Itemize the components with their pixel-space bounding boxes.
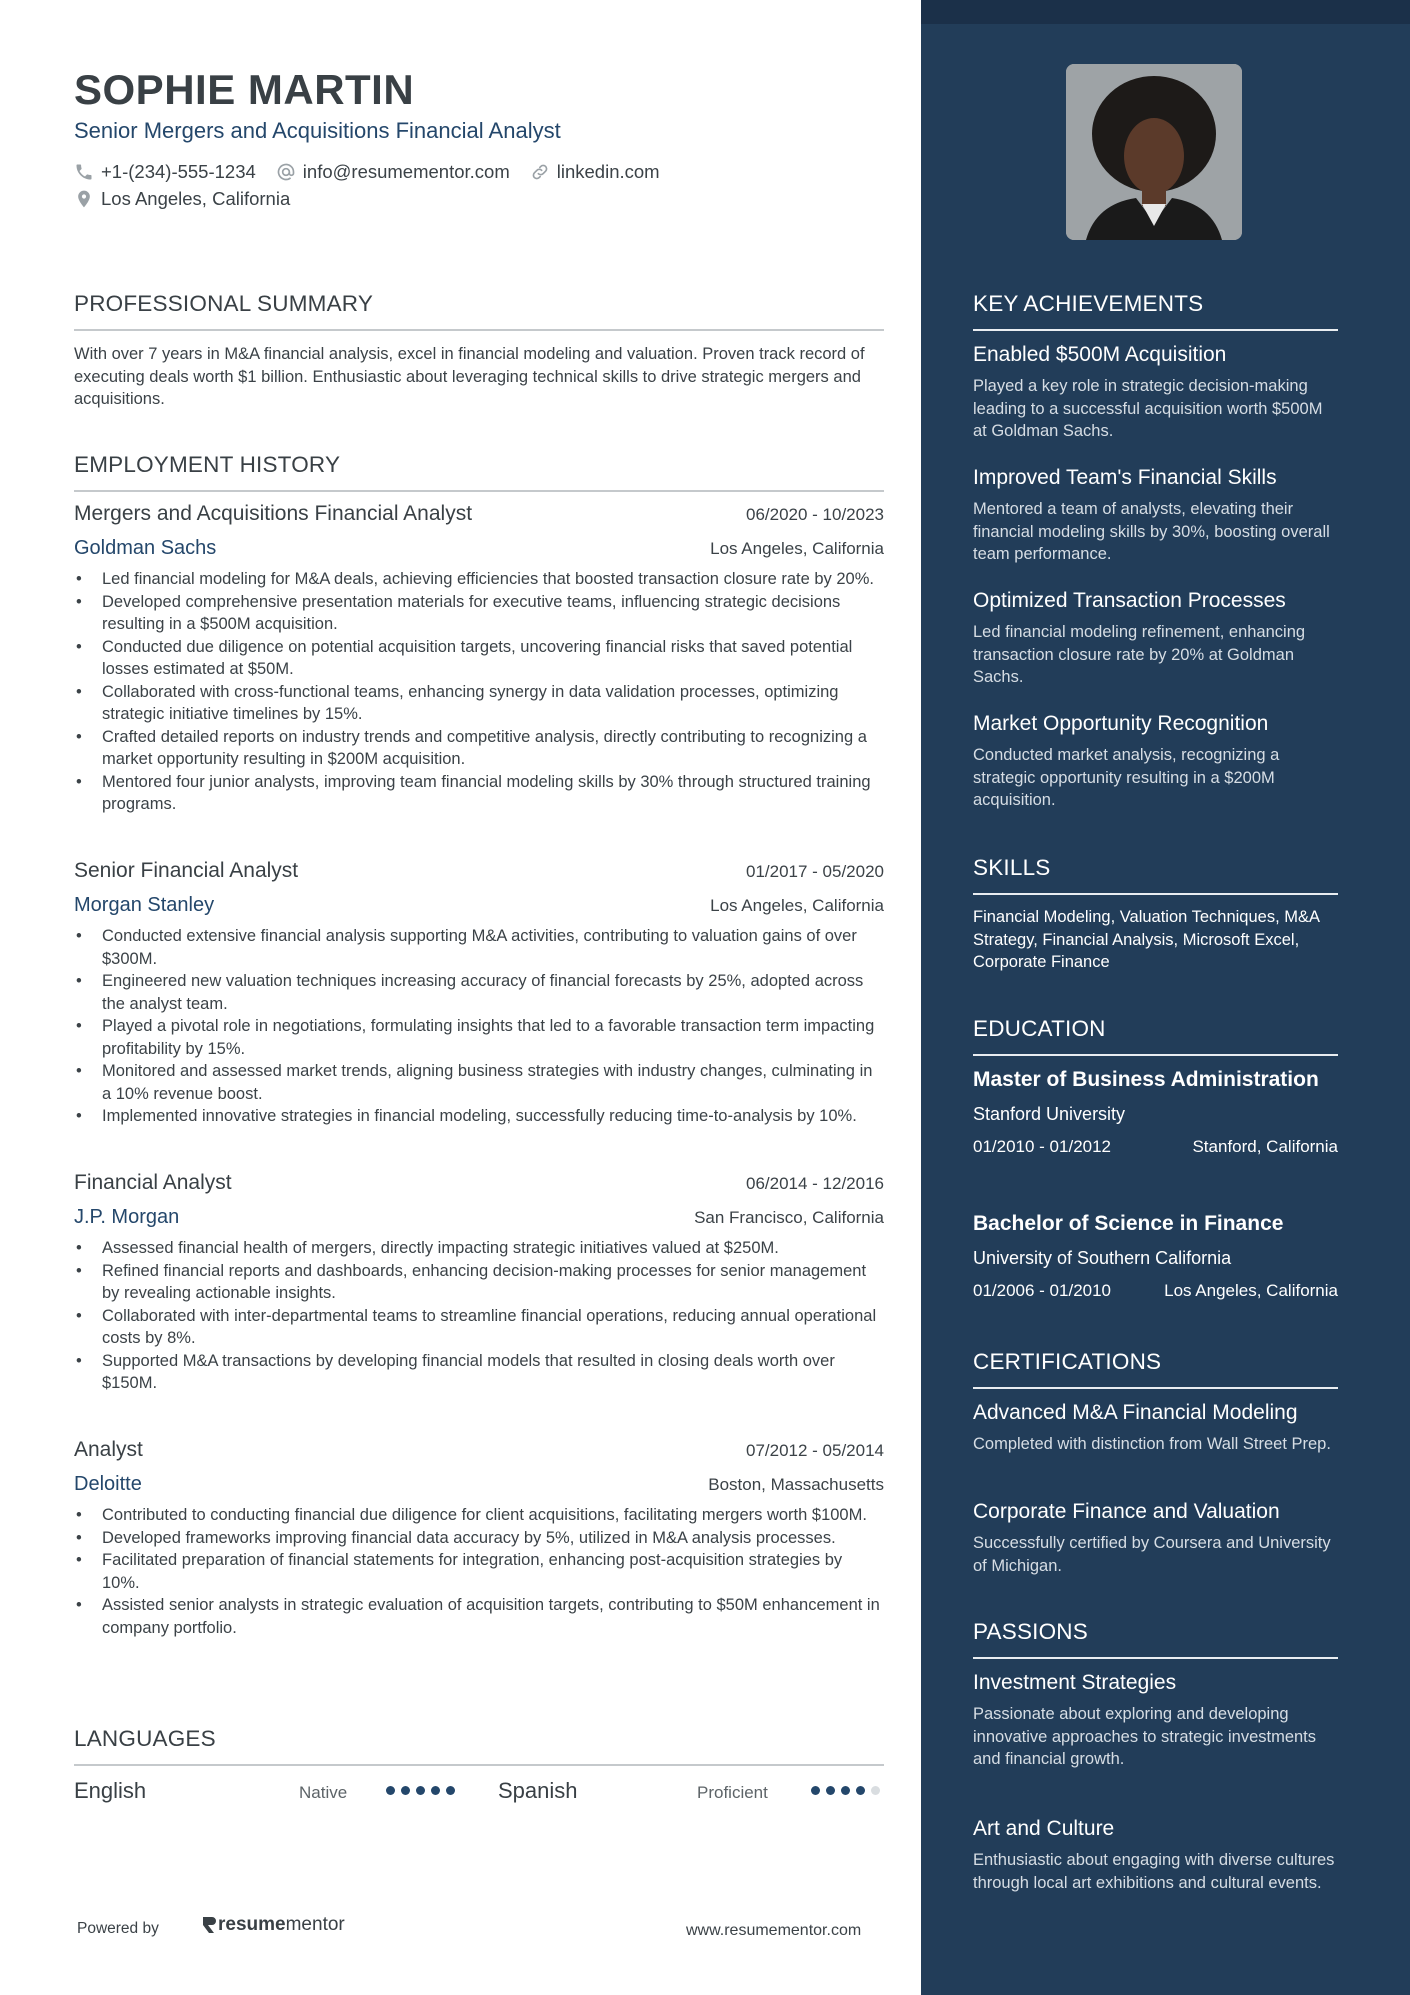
bullet-item: • Developed comprehensive presentation materials for executive teams, influencing strategic decisions resulting in a $500M acquisition. bbox=[74, 591, 884, 636]
rating-dot bbox=[386, 1786, 395, 1795]
phone-text: +1-(234)-555-1234 bbox=[101, 161, 256, 182]
job-company: Goldman Sachs bbox=[74, 537, 217, 559]
passion-item bbox=[973, 1669, 1338, 1771]
rating-dot bbox=[401, 1786, 410, 1795]
footer-url[interactable]: www.resumementor.com bbox=[686, 1922, 862, 1939]
rating-dot bbox=[871, 1786, 880, 1795]
achievement-title: Market Opportunity Recognition bbox=[973, 712, 1269, 735]
sidebar-column bbox=[921, 0, 1410, 1995]
languages-heading: LANGUAGES bbox=[74, 1726, 216, 1751]
phone-contact bbox=[74, 161, 256, 183]
education-heading: EDUCATION bbox=[973, 1016, 1106, 1041]
summary-text: With over 7 years in M&A financial analysis, excel in financial modeling and valuation. Proven track record of executing deals worth $1 billion. Enthusiastic about leveraging technical skills to drive strategic mergers and acquisitions. bbox=[74, 345, 865, 408]
job-entry bbox=[74, 502, 884, 816]
language-level: Native bbox=[299, 1783, 348, 1802]
logo-text-bold: resume bbox=[218, 1914, 286, 1935]
bullet-item: • Conducted extensive financial analysis supporting M&A activities, contributing to valuation gains of over $300M. bbox=[74, 925, 884, 970]
achievement-title: Improved Team's Financial Skills bbox=[973, 466, 1277, 489]
bullet-item: • Developed frameworks improving financial data accuracy by 5%, utilized in M&A analysis processes. bbox=[74, 1527, 884, 1550]
email-text[interactable]: info@resumementor.com bbox=[302, 161, 510, 182]
education-school: Stanford University bbox=[973, 1104, 1126, 1124]
achievements-heading: KEY ACHIEVEMENTS bbox=[973, 291, 1204, 316]
profile-photo bbox=[1066, 64, 1242, 240]
bullet-item: • Collaborated with inter-departmental teams to streamline financial operations, reducing annual operational costs by 8%. bbox=[74, 1305, 884, 1350]
job-bullets bbox=[74, 925, 884, 1128]
email-contact[interactable] bbox=[276, 161, 510, 183]
education-degree: Master of Business Administration bbox=[973, 1068, 1319, 1091]
location-row bbox=[74, 188, 310, 210]
achievements-divider bbox=[973, 329, 1338, 331]
job-entry bbox=[74, 1171, 884, 1395]
rating-dot bbox=[841, 1786, 850, 1795]
bullet-item: • Crafted detailed reports on industry trends and competitive analysis, directly contributing to recognizing a market opportunity resulting in $200M acquisition. bbox=[74, 726, 884, 771]
bullet-item: • Mentored four junior analysts, improving team financial modeling skills by 30% through structured training programs. bbox=[74, 771, 884, 816]
candidate-title: Senior Mergers and Acquisitions Financial Analyst bbox=[74, 118, 561, 143]
achievement-title: Enabled $500M Acquisition bbox=[973, 343, 1227, 366]
portrait-illustration bbox=[1066, 64, 1242, 240]
bullet-item: • Engineered new valuation techniques increasing accuracy of financial forecasts by 25%, adopted across the analyst team. bbox=[74, 970, 884, 1015]
job-location: Los Angeles, California bbox=[710, 896, 884, 915]
bullet-item: • Monitored and assessed market trends, aligning business strategies with industry changes, culminating in a 10% revenue boost. bbox=[74, 1060, 884, 1105]
bullet-item: • Facilitated preparation of financial statements for integration, enhancing post-acquisition strategies by 10%. bbox=[74, 1549, 884, 1594]
bullet-item: • Played a pivotal role in negotiations, formulating insights that led to a favorable transaction term impacting profitability by 15%. bbox=[74, 1015, 884, 1060]
at-icon bbox=[276, 162, 296, 182]
passion-title: Art and Culture bbox=[973, 1817, 1115, 1840]
resumementor-logo-icon bbox=[200, 1915, 218, 1935]
bullet-item: • Assessed financial health of mergers, directly impacting strategic initiatives valued at $250M. bbox=[74, 1237, 884, 1260]
job-dates: 07/2012 - 05/2014 bbox=[745, 1441, 884, 1460]
linkedin-contact[interactable] bbox=[530, 161, 660, 183]
skills-text: Financial Modeling, Valuation Techniques, M&A Strategy, Financial Analysis, Microsoft Excel, Corporate Finance bbox=[973, 908, 1320, 971]
powered-by-text: Powered by bbox=[77, 1920, 159, 1937]
achievement-desc: Played a key role in strategic decision-making leading to a successful acquisition worth $500M at Goldman Sachs. bbox=[973, 377, 1323, 440]
rating-dot bbox=[416, 1786, 425, 1795]
education-item bbox=[973, 1066, 1338, 1157]
certification-item bbox=[973, 1498, 1338, 1577]
education-item bbox=[973, 1210, 1338, 1301]
location-contact bbox=[74, 188, 290, 210]
job-title: Mergers and Acquisitions Financial Analyst bbox=[74, 502, 473, 525]
job-company: Deloitte bbox=[74, 1473, 142, 1495]
linkedin-text[interactable]: linkedin.com bbox=[556, 161, 660, 182]
rating-dot bbox=[856, 1786, 865, 1795]
bullet-item: • Conducted due diligence on potential acquisition targets, uncovering financial risks that saved potential losses estimated at $50M. bbox=[74, 636, 884, 681]
achievement-item bbox=[973, 710, 1338, 812]
languages-divider bbox=[74, 1764, 884, 1766]
education-location: Los Angeles, California bbox=[1164, 1281, 1338, 1300]
employment-divider bbox=[74, 490, 884, 492]
achievement-item bbox=[973, 464, 1338, 566]
language-name: Spanish bbox=[498, 1778, 578, 1803]
job-entry bbox=[74, 1438, 884, 1639]
summary-divider bbox=[74, 329, 884, 331]
job-bullets bbox=[74, 1237, 884, 1395]
skills-divider bbox=[973, 893, 1338, 895]
job-dates: 06/2014 - 12/2016 bbox=[745, 1174, 884, 1193]
education-degree: Bachelor of Science in Finance bbox=[973, 1212, 1284, 1235]
certification-desc: Completed with distinction from Wall Street Prep. bbox=[973, 1435, 1331, 1453]
languages-row bbox=[74, 1778, 884, 1808]
resumementor-logo[interactable] bbox=[200, 1914, 345, 1936]
phone-icon bbox=[74, 162, 94, 182]
summary-heading: PROFESSIONAL SUMMARY bbox=[74, 291, 374, 316]
job-title: Senior Financial Analyst bbox=[74, 859, 299, 882]
job-bullets bbox=[74, 1504, 884, 1639]
location-pin-icon bbox=[74, 189, 94, 209]
candidate-name: SOPHIE MARTIN bbox=[74, 66, 415, 113]
location-text: Los Angeles, California bbox=[101, 188, 291, 209]
employment-heading: EMPLOYMENT HISTORY bbox=[74, 452, 341, 477]
bullet-item: • Contributed to conducting financial due diligence for client acquisitions, facilitating mergers worth $100M. bbox=[74, 1504, 884, 1527]
achievement-title: Optimized Transaction Processes bbox=[973, 589, 1286, 612]
certification-title: Corporate Finance and Valuation bbox=[973, 1500, 1280, 1523]
rating-dot bbox=[826, 1786, 835, 1795]
rating-dot bbox=[446, 1786, 455, 1795]
education-location: Stanford, California bbox=[1192, 1137, 1338, 1156]
certifications-divider bbox=[973, 1387, 1338, 1389]
job-location: San Francisco, California bbox=[694, 1208, 884, 1227]
sidebar-top-band bbox=[921, 0, 1410, 24]
job-dates: 06/2020 - 10/2023 bbox=[745, 505, 884, 524]
achievement-desc: Conducted market analysis, recognizing a strategic opportunity resulting in a $200M acquisition. bbox=[973, 746, 1280, 809]
rating-dot bbox=[811, 1786, 820, 1795]
bullet-item: • Led financial modeling for M&A deals, achieving efficiencies that boosted transaction closure rate by 20%. bbox=[74, 568, 884, 591]
link-icon bbox=[530, 162, 550, 182]
job-company: J.P. Morgan bbox=[74, 1206, 180, 1228]
passion-title: Investment Strategies bbox=[973, 1671, 1177, 1694]
bullet-item: • Assisted senior analysts in strategic evaluation of acquisition targets, contributing to $50M enhancement in company portfolio. bbox=[74, 1594, 884, 1639]
passions-divider bbox=[973, 1657, 1338, 1659]
education-dates: 01/2010 - 01/2012 bbox=[973, 1137, 1112, 1156]
achievement-desc: Mentored a team of analysts, elevating their financial modeling skills by 30%, boosting overall team performance. bbox=[973, 500, 1330, 563]
logo-text-light: mentor bbox=[285, 1914, 345, 1935]
job-entry bbox=[74, 859, 884, 1128]
job-dates: 01/2017 - 05/2020 bbox=[745, 862, 884, 881]
achievement-item bbox=[973, 587, 1338, 689]
rating-dot bbox=[431, 1786, 440, 1795]
certification-title: Advanced M&A Financial Modeling bbox=[973, 1401, 1298, 1424]
certification-desc: Successfully certified by Coursera and University of Michigan. bbox=[973, 1534, 1331, 1575]
passion-desc: Enthusiastic about engaging with diverse cultures through local art exhibitions and cultural events. bbox=[973, 1851, 1335, 1892]
language-rating bbox=[811, 1786, 886, 1795]
job-location: Boston, Massachusetts bbox=[708, 1475, 884, 1494]
language-rating bbox=[386, 1786, 461, 1795]
passion-desc: Passionate about exploring and developing innovative approaches to strategic investments and financial growth. bbox=[973, 1705, 1317, 1768]
bullet-item: • Supported M&A transactions by developing financial models that resulted in closing deals worth over $150M. bbox=[74, 1350, 884, 1395]
bullet-item: • Collaborated with cross-functional teams, enhancing synergy in data validation processes, optimizing strategic initiative timelines by 15%. bbox=[74, 681, 884, 726]
passions-heading: PASSIONS bbox=[973, 1619, 1088, 1644]
achievement-desc: Led financial modeling refinement, enhancing transaction closure rate by 20% at Goldman Sachs. bbox=[973, 623, 1306, 686]
job-bullets bbox=[74, 568, 884, 816]
job-company: Morgan Stanley bbox=[74, 894, 215, 916]
bullet-item: • Implemented innovative strategies in financial modeling, successfully reducing time-to-analysis by 10%. bbox=[74, 1105, 884, 1128]
skills-heading: SKILLS bbox=[973, 855, 1051, 880]
language-name: English bbox=[74, 1778, 147, 1803]
education-dates: 01/2006 - 01/2010 bbox=[973, 1281, 1112, 1300]
job-title: Financial Analyst bbox=[74, 1171, 232, 1194]
job-location: Los Angeles, California bbox=[710, 539, 884, 558]
certifications-heading: CERTIFICATIONS bbox=[973, 1349, 1162, 1374]
education-divider bbox=[973, 1054, 1338, 1056]
passion-item bbox=[973, 1815, 1338, 1894]
education-school: University of Southern California bbox=[973, 1248, 1232, 1268]
job-title: Analyst bbox=[74, 1438, 143, 1461]
achievement-item bbox=[973, 341, 1338, 443]
certification-item bbox=[973, 1399, 1338, 1456]
language-level: Proficient bbox=[697, 1783, 768, 1802]
bullet-item: • Refined financial reports and dashboards, enhancing decision-making processes for senior management by revealing actionable insights. bbox=[74, 1260, 884, 1305]
contact-row bbox=[74, 161, 680, 183]
